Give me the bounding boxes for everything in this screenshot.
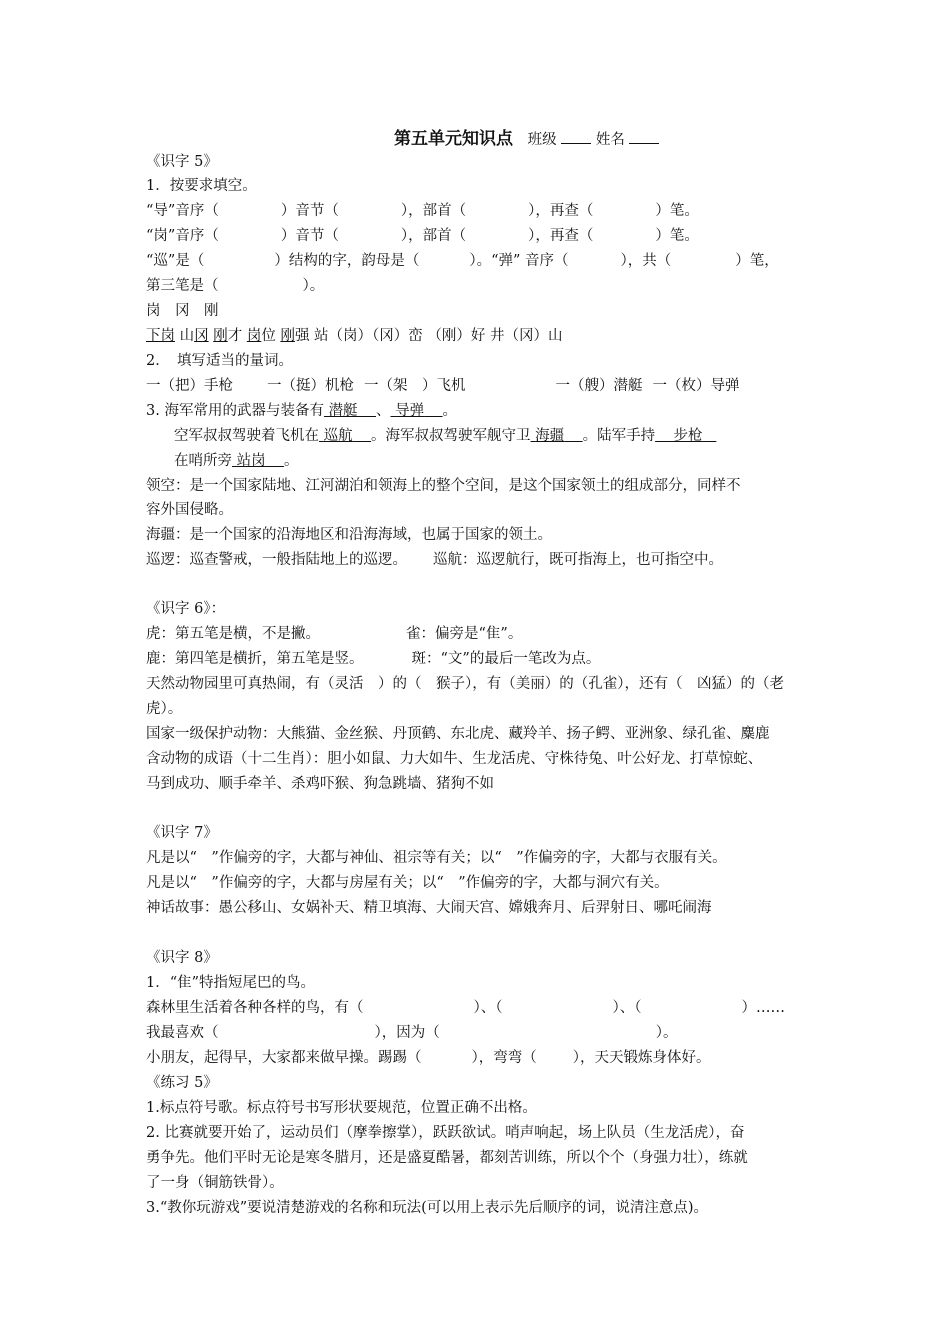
text-part: 巡逻：巡查警戒，一般指陆地上的巡逻。 [146,552,407,568]
definition-xunluo [146,548,816,572]
note-lu-ban [146,647,816,671]
definition-haijiang: 海疆：是一个国家的沿海地区和沿海海域，也属于国家的领土。 [146,527,552,543]
word-group [146,324,816,348]
word: 山 [175,328,195,344]
measure-item: 一（艘）潜艇 [555,378,643,394]
radical-line-2: 凡是以“ ”作偏旁的字，大都与房屋有关；以“ ”作偏旁的字，大都与洞穴有关。 [146,875,669,891]
practice-line-1: 1.标点符号歌。标点符号书写形状要规范，位置正确不出格。 [146,1100,537,1116]
text-part: ），部首（ [400,203,467,219]
text-part: 、 [376,403,391,419]
definition-lingkong-cont: 容外国侵略。 [146,502,233,518]
text-part: ）、（ [473,1000,503,1016]
fill-line-gang [146,224,816,248]
question-3 [146,399,816,423]
worksheet-header [394,126,659,153]
section-heading-shizi5: 《识字 5》 [146,154,218,170]
section-heading-shizi6: 《识字 6》： [146,601,226,617]
word: 冈 [194,328,209,344]
radical-line-1: 凡是以“ ”作偏旁的字，大都与神仙、祖宗等有关；以“ ”作偏旁的字，大都与衣服有关。 [146,850,727,866]
text-part: ），共（ [620,253,672,269]
word: 刚 [213,328,228,344]
question-3-line-2 [174,424,844,448]
text-part: ）。 [302,278,325,294]
text-part: ），天天锻炼身体好。 [572,1050,711,1066]
definition-lingkong: 领空：是一个国家陆地、江河湖泊和领海上的整个空间，是这个国家领土的组成部分，同样不 [146,478,741,494]
word: 位 [261,328,281,344]
measure-words [146,374,816,398]
text-part: 斑：“文”的最后一笔改为点。 [411,651,601,667]
word: 刚 [280,328,295,344]
text-part: ），部首（ [400,228,467,244]
measure-item: 一（枚）导弹 [652,378,740,394]
zoo-sentence: 天然动物园里可真热闹，有（灵活 ）的（ 猴子），有（美丽）的（孔雀），还有（ 凶猛）的（老 [146,676,784,692]
fill-line-dao [146,199,816,223]
answer-word: 巡航 [323,428,353,444]
question-2: 2． 填写适当的量词。 [146,353,293,369]
text-part: 。 [442,403,458,419]
practice-line-2-end: 了一身（铜筋铁骨）。 [146,1175,284,1191]
text-part: “岗”音序（ [146,228,219,244]
page-title: 第五单元知识点 [394,129,513,149]
text-part: ）。“弹” 音序（ [469,253,569,269]
text-part: ），因为（ [374,1025,440,1041]
text-part: “巡”是（ [146,253,205,269]
answer-word: 海疆 [535,428,565,444]
word: 才 [227,328,247,344]
measure-item: 一（把）手枪 [146,378,233,394]
protected-animals: 国家一级保护动物：大熊猫、金丝猴、丹顶鹤、东北虎、藏羚羊、扬子鳄、亚洲象、绿孔雀、麋鹿 [146,726,770,742]
answer-word: 步枪 [673,428,703,444]
text-part: ）音节（ [280,203,339,219]
text-part: ）。 [655,1025,678,1041]
zoo-sentence-cont: 虎）。 [146,701,183,717]
question-3-line-3 [174,449,844,473]
name-label: 姓名 [595,132,625,148]
text-part: ）音节（ [280,228,339,244]
favorite-line [146,1021,816,1045]
answer-word: 导弹 [395,403,425,419]
section-heading-lianxi5: 《练习 5》 [146,1075,218,1091]
text-part: 。海军叔叔驾驶军舰守卫 [371,428,531,444]
word: 强 站（岗）（冈）峦 （刚）好 井（冈）山 [294,328,563,344]
myth-stories: 神话故事：愚公移山、女娲补天、精卫填海、大闹天宫、嫦娥奔月、后羿射日、哪吒闹海 [146,900,712,916]
animal-idioms-cont: 马到成功、顺手牵羊、杀鸡吓猴、狗急跳墙、猪狗不如 [146,776,494,792]
text-part: ）笔， [735,253,779,269]
class-blank [561,142,591,144]
practice-line-2-cont: 勇争先。他们平时无论是寒冬腊月，还是盛夏酷暑，都刻苦训练，所以个个（身强力壮），练就 [146,1150,748,1166]
text-part: ），弯弯（ [471,1050,537,1066]
text-part: 3. 海军常用的武器与装备有 [146,403,324,419]
word: 下岗 [146,328,175,344]
text-part: 虎：第五笔是横，不是撇。 [146,626,320,642]
text-part: 巡航：巡逻航行，既可指海上，也可指空中。 [433,552,723,568]
animal-idioms: 含动物的成语（十二生肖）：胆小如鼠、力大如牛、生龙活虎、守株待兔、叶公好龙、打草惊蛇、 [146,751,763,767]
measure-item: 一（架 ）飞机 [364,378,466,394]
name-blank [629,142,659,144]
text-part: 鹿：第四笔是横折，第五笔是竖。 [146,651,364,667]
answer-word: 潜艇 [328,403,358,419]
text-part: 在哨所旁 [174,453,232,469]
text-part: 第三笔是（ [146,278,219,294]
text-part: 森林里生活着各种各样的鸟，有（ [146,1000,364,1016]
text-part: ）…… [741,1000,785,1016]
exercise-line [146,1046,816,1070]
practice-line-3: 3.“教你玩游戏”要说清楚游戏的名称和玩法(可以用上表示先后顺序的词，说清注意点)。 [146,1200,708,1216]
measure-item: 一（挺）机枪 [267,378,354,394]
text-part: 小朋友，起得早，大家都来做早操。踢踢（ [146,1050,422,1066]
question-1-zhui: 1．“隹”特指短尾巴的鸟。 [146,975,316,991]
text-part: “导”音序（ [146,203,219,219]
birds-line [146,996,816,1020]
question-1: 1．按要求填空。 [146,178,257,194]
text-part: ）、（ [612,1000,642,1016]
fill-line-xun [146,249,816,273]
answer-word: 站岗 [236,453,266,469]
class-label: 班级 [527,132,557,148]
text-part: ），再查（ [528,228,594,244]
fill-line-xun-cont [146,274,816,298]
word: 岗 [246,328,262,344]
text-part: 。 [284,453,299,469]
practice-line-2: 2. 比赛就要开始了，运动员们（摩拳擦掌），跃跃欲试。哨声响起，场上队员（生龙活虎），奋 [146,1125,745,1141]
section-heading-shizi8: 《识字 8》 [146,950,218,966]
text-part: 雀：偏旁是“隹”。 [406,626,523,642]
text-part: 我最喜欢（ [146,1025,219,1041]
text-part: ）笔。 [655,203,699,219]
section-heading-shizi7: 《识字 7》 [146,825,218,841]
text-part: ）笔。 [655,228,699,244]
note-hu-que [146,622,816,646]
text-part: 空军叔叔驾驶着飞机在 [174,428,319,444]
text-part: ），再查（ [528,203,594,219]
text-part: 。陆军手持 [582,428,656,444]
text-part: ）结构的字，韵母是（ [274,253,420,269]
char-group: 岗 冈 刚 [146,303,219,319]
